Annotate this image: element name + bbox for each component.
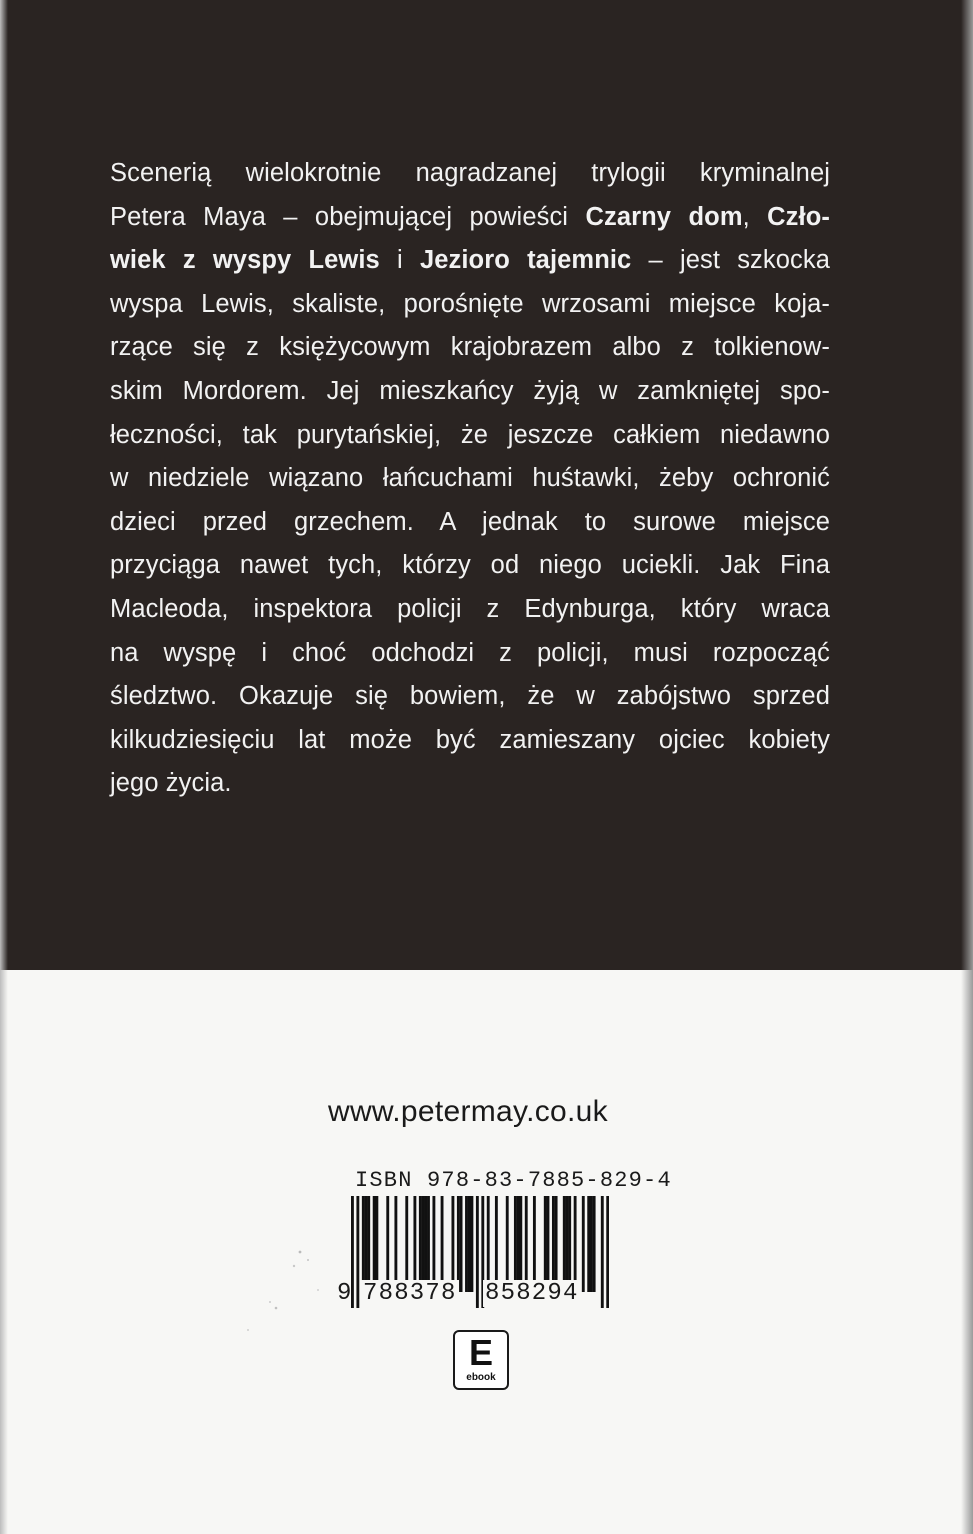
barcode-bar <box>582 1196 585 1292</box>
barcode-bar <box>495 1196 498 1292</box>
barcode-bar <box>566 1196 569 1292</box>
blurb-line <box>110 544 830 588</box>
blurb-line <box>110 370 830 414</box>
barcode-bar <box>386 1196 389 1292</box>
blurb-line-text: przyciąga nawet tych, którzy od niego uciekli. Jak Fina <box>110 551 830 580</box>
barcode-bar <box>451 1196 454 1292</box>
barcode-bar <box>375 1196 378 1292</box>
barcode-bar <box>574 1196 577 1292</box>
blurb-line-text: dzieci przed grzechem. A jednak to surowe miejsce <box>110 507 830 536</box>
barcode-bar <box>405 1196 408 1292</box>
barcode-bar <box>519 1196 522 1292</box>
ebook-badge-label: ebook <box>466 1372 496 1383</box>
barcode-bar <box>432 1196 435 1292</box>
barcode-bar <box>601 1196 604 1308</box>
barcode-bar <box>470 1196 473 1292</box>
barcode-bar <box>362 1196 365 1292</box>
blurb-line-text: Petera Maya – obejmującej powieści <box>110 202 586 231</box>
blurb-line-text: wyspa Lewis, skaliste, porośnięte wrzosami miejsce koja- <box>110 289 830 318</box>
blurb-line <box>110 675 830 719</box>
barcode-bar <box>587 1196 590 1292</box>
barcode-bar <box>606 1196 609 1308</box>
ebook-badge-letter: E <box>468 1332 493 1373</box>
blurb-line-text: Macleoda, inspektora policji z Edynburga, który wraca <box>110 594 830 623</box>
blurb-title-text: Jezioro tajemnic <box>419 246 632 275</box>
barcode-bar <box>419 1196 422 1292</box>
cover-right-edge <box>961 0 973 1534</box>
blurb-line <box>110 152 830 196</box>
barcode-bar <box>356 1196 359 1308</box>
isbn-label: ISBN 978-83-7885-829-4 <box>355 1168 672 1193</box>
blurb-line <box>110 414 830 458</box>
barcode-bar <box>373 1196 376 1292</box>
blurb-line-text: kilkudziesięciu lat może być zamieszany ojciec kobiety <box>110 725 830 754</box>
barcode-digits-left: 788378 <box>363 1280 457 1307</box>
cover-left-edge <box>0 0 8 1534</box>
barcode-bar <box>424 1196 427 1292</box>
barcode-bar <box>476 1196 479 1308</box>
barcode-bar <box>525 1196 528 1292</box>
barcode-bar <box>544 1196 547 1292</box>
barcode-bar <box>506 1196 509 1292</box>
blurb-line-text: , <box>742 202 768 231</box>
barcode-bar <box>552 1196 555 1292</box>
barcode-bar <box>465 1196 468 1292</box>
barcode-digit-first: 9 <box>337 1280 352 1307</box>
barcode-digits-right: 858294 <box>485 1280 579 1307</box>
blurb-title-text: Czło- <box>767 202 830 231</box>
blurb-line-text: w niedziele wiązano łańcuchami huśtawki, żeby ochronić <box>110 464 830 493</box>
blurb-line-text: skim Mordorem. Jej mieszkańcy żyją w zamkniętej spo- <box>110 376 830 405</box>
website-url: www.petermay.co.uk <box>328 1095 608 1128</box>
barcode-bar <box>457 1196 460 1292</box>
blurb-line-text: – jest szkocka <box>631 246 831 275</box>
blurb-line-text: i <box>379 246 420 275</box>
blurb-line <box>110 719 830 763</box>
blurb-text <box>110 152 830 806</box>
blurb-line-text: jego życia. <box>110 769 232 798</box>
blurb-line <box>110 196 830 240</box>
blurb-line-text: śledztwo. Okazuje się bowiem, że w zabójstwo sprzed <box>110 682 830 711</box>
blurb-line <box>110 762 830 806</box>
barcode-bar <box>517 1196 520 1292</box>
blurb-title-text: wiek z wyspy Lewis <box>110 246 380 275</box>
paper-specks <box>230 1230 340 1350</box>
blurb-line <box>110 632 830 676</box>
barcode-bar <box>422 1196 425 1292</box>
blurb-line-text: łeczności, tak purytańskiej, że jeszcze całkiem niedawno <box>110 420 830 449</box>
barcode-bar <box>468 1196 471 1292</box>
blurb-line <box>110 326 830 370</box>
barcode-bar <box>590 1196 593 1292</box>
blurb-title-text: Czarny dom <box>585 202 743 231</box>
barcode-bar <box>593 1196 596 1292</box>
blurb-line-text: na wyspę i choć odchodzi z policji, musi rozpocząć <box>110 638 830 667</box>
barcode-bar <box>367 1196 370 1292</box>
blurb-line <box>110 283 830 327</box>
barcode-bar <box>568 1196 571 1292</box>
blurb-line-text: Scenerią wielokrotnie nagradzanej trylogii kryminalnej <box>110 159 830 187</box>
barcode-bar <box>563 1196 566 1292</box>
barcode-bar <box>441 1196 444 1292</box>
barcode-bar <box>547 1196 550 1292</box>
barcode-bar <box>555 1196 558 1292</box>
barcode-bar <box>394 1196 397 1292</box>
ebook-badge <box>453 1330 509 1390</box>
barcode-bar <box>427 1196 430 1292</box>
barcode-bar <box>487 1196 490 1292</box>
barcode-bar <box>413 1196 416 1292</box>
blurb-line <box>110 457 830 501</box>
barcode-bar <box>514 1196 517 1292</box>
barcode-bar <box>533 1196 536 1292</box>
barcode-bar <box>460 1196 463 1292</box>
blurb-line <box>110 588 830 632</box>
blurb-line <box>110 239 830 283</box>
barcode-bar <box>365 1196 368 1292</box>
blurb-line-text: rzące się z księżycowym krajobrazem albo z tolkienow- <box>110 333 830 362</box>
blurb-line <box>110 501 830 545</box>
